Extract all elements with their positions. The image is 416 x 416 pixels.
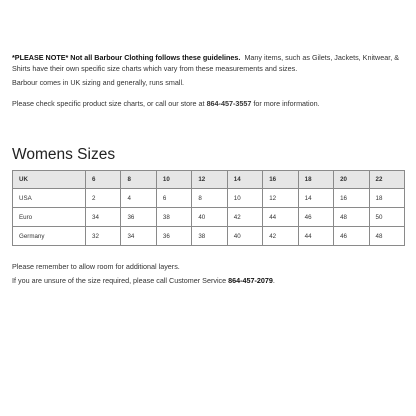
notice-body: Many items, such as Gilets, Jackets, Knitwear, & Shirts have their own specific size charts which vary from these measurements and sizes. bbox=[12, 53, 400, 73]
table-row bbox=[13, 189, 405, 208]
table-cell: USA bbox=[13, 189, 86, 208]
service-line bbox=[12, 276, 275, 286]
table-cell: 12 bbox=[263, 189, 298, 208]
header-cell: 12 bbox=[192, 171, 227, 189]
table-cell: 46 bbox=[298, 208, 333, 227]
table-cell: 36 bbox=[121, 208, 156, 227]
table-cell: 2 bbox=[86, 189, 121, 208]
table-cell: 14 bbox=[298, 189, 333, 208]
header-cell: 14 bbox=[227, 171, 262, 189]
contact-after: for more information. bbox=[253, 99, 320, 108]
table-cell: 44 bbox=[298, 227, 333, 246]
service-before: If you are unsure of the size required, please call Customer Service bbox=[12, 276, 227, 285]
table-cell: 40 bbox=[227, 227, 262, 246]
table-cell: 4 bbox=[121, 189, 156, 208]
table-cell: 8 bbox=[192, 189, 227, 208]
table-cell: 46 bbox=[334, 227, 369, 246]
table-header-row bbox=[13, 171, 405, 189]
header-cell: 10 bbox=[156, 171, 191, 189]
store-phone[interactable]: 864-457-3557 bbox=[206, 99, 252, 108]
table-cell: 38 bbox=[156, 208, 191, 227]
table-row bbox=[13, 227, 405, 246]
notice-lead: *PLEASE NOTE* Not all Barbour Clothing follows these guidelines. bbox=[12, 53, 241, 62]
layers-note: Please remember to allow room for additional layers. bbox=[12, 262, 180, 271]
table-cell: 34 bbox=[121, 227, 156, 246]
table-cell: 18 bbox=[369, 189, 405, 208]
table-cell: 16 bbox=[334, 189, 369, 208]
header-cell: 20 bbox=[334, 171, 369, 189]
table-cell: 32 bbox=[86, 227, 121, 246]
header-cell: UK bbox=[13, 171, 86, 189]
table-cell: 42 bbox=[263, 227, 298, 246]
table-row bbox=[13, 208, 405, 227]
table-cell: 42 bbox=[227, 208, 262, 227]
header-cell: 6 bbox=[86, 171, 121, 189]
table-cell: 10 bbox=[227, 189, 262, 208]
contact-line bbox=[12, 99, 320, 109]
table-cell: 6 bbox=[156, 189, 191, 208]
table-cell: 40 bbox=[192, 208, 227, 227]
table-cell: 48 bbox=[334, 208, 369, 227]
table-cell: 44 bbox=[263, 208, 298, 227]
size-table bbox=[12, 170, 405, 246]
table-cell: 48 bbox=[369, 227, 405, 246]
header-cell: 22 bbox=[369, 171, 405, 189]
table-cell: 38 bbox=[192, 227, 227, 246]
contact-before: Please check specific product size charts, or call our store at bbox=[12, 99, 205, 108]
table-cell: 36 bbox=[156, 227, 191, 246]
table-cell: Euro bbox=[13, 208, 86, 227]
header-cell: 16 bbox=[263, 171, 298, 189]
table-cell: 50 bbox=[369, 208, 405, 227]
page-title: Womens Sizes bbox=[12, 146, 116, 163]
table-cell: 34 bbox=[86, 208, 121, 227]
service-phone[interactable]: 864-457-2079 bbox=[228, 276, 273, 285]
notice-text bbox=[12, 53, 404, 74]
sizing-line: Barbour comes in UK sizing and generally, runs small. bbox=[12, 78, 185, 87]
table-cell: Germany bbox=[13, 227, 86, 246]
header-cell: 18 bbox=[298, 171, 333, 189]
header-cell: 8 bbox=[121, 171, 156, 189]
service-after: . bbox=[272, 276, 275, 285]
